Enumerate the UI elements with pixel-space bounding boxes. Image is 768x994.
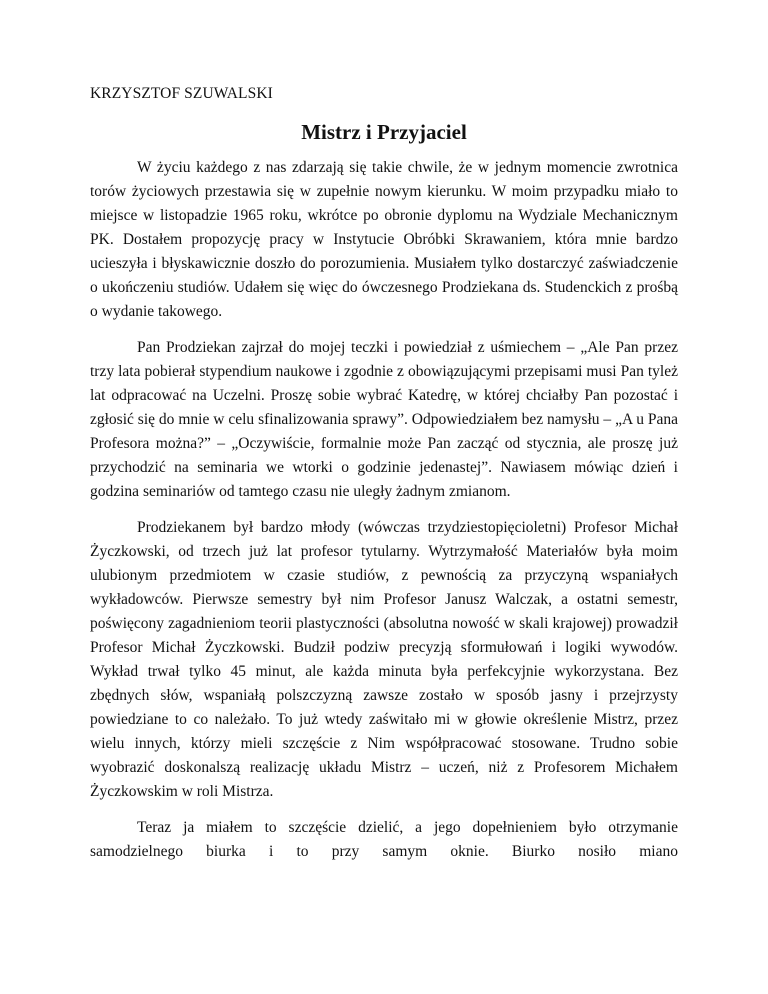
author-name: KRZYSZTOF SZUWALSKI	[90, 85, 273, 102]
document-page	[90, 84, 678, 876]
paragraph-1: W życiu każdego z nas zdarzają się takie chwile, że w jednym momencie zwrotnica torów życiowych przestawia się w zupełnie nowym kierunku. W moim przypadku miało to miejsce w listopadzie 1965 roku, wkrótce po obronie dyplomu na Wydziale Mechanicznym PK. Dostałem propozycję pracy w Instytucie Obróbki Skrawaniem, która mnie bardzo ucieszyła i błyskawicznie doszło do porozumienia. Musiałem tylko dostarczyć zaświadczenie o ukończeniu studiów. Udałem się więc do ówczesnego Prodziekana ds. Studenckich z prośbą o wydanie takowego.	[90, 159, 678, 320]
paragraph-2: Pan Prodziekan zajrzał do mojej teczki i powiedział z uśmiechem – „Ale Pan przez trzy lata pobierał stypendium naukowe i zgodnie z obowiązującymi przepisami musi Pan tyleż lat odpracować na Uczelni. Proszę sobie wybrać Katedrę, w której chciałby Pan pozostać i zgłosić się do mnie w celu sfinalizowania sprawy”. Odpowiedziałem bez namysłu – „A u Pana Profesora można?” – „Oczywiście, formalnie może Pan zacząć od stycznia, ale proszę już przychodzić na seminaria we wtorki o godzinie jedenastej”. Nawiasem mówiąc dzień i godzina seminariów od tamtego czasu nie uległy żadnym zmianom.	[90, 339, 678, 500]
paragraph-3: Prodziekanem był bardzo młody (wówczas trzydziestopięcioletni) Profesor Michał Życzkowski, od trzech już lat profesor tytularny. Wytrzymałość Materiałów była moim ulubionym przedmiotem w czasie studiów, z pewnością za przyczyną wspaniałych wykładowców. Pierwsze semestry był nim Profesor Janusz Walczak, a ostatni semestr, poświęcony zagadnieniom teorii plastyczności (absolutna nowość w skali krajowej) prowadził Profesor Michał Życzkowski. Budził podziw precyzją sformułowań i logiki wywodów. Wykład trwał tylko 45 minut, ale każda minuta była perfekcyjnie wykorzystana. Bez zbędnych słów, wspaniałą polszczyzną zawsze zostało w sposób jasny i przejrzysty powiedziane to co należało. To już wtedy zaświtało mi w głowie określenie Mistrz, przez wielu innych, którzy mieli szczęście z Nim współpracować stosowane. Trudno sobie wyobrazić doskonalszą realizację układu Mistrz – uczeń, niż z Profesorem Michałem Życzkowskim w roli Mistrza.	[90, 519, 678, 800]
document-title: Mistrz i Przyjaciel	[301, 120, 467, 144]
paragraph-4: Teraz ja miałem to szczęście dzielić, a jego dopełnieniem było otrzymanie samodzielnego biurka i to przy samym oknie. Biurko nosiło miano	[90, 819, 678, 860]
